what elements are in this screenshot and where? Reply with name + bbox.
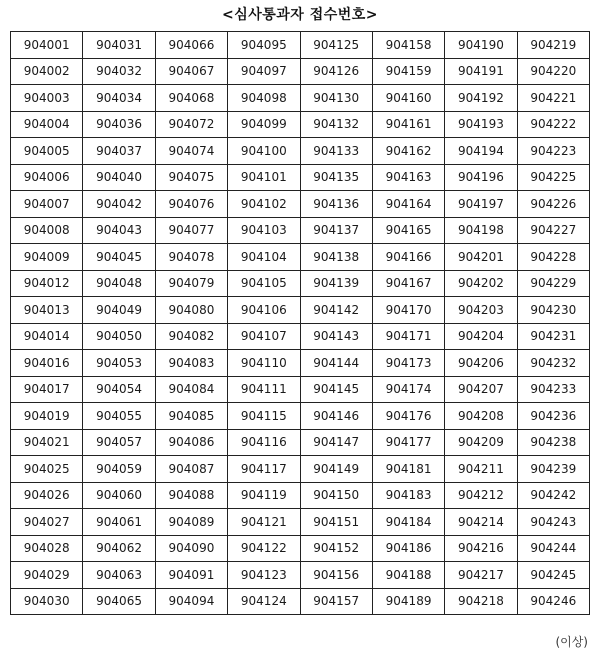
application-number-cell: 904242: [517, 482, 589, 509]
application-number-cell: 904243: [517, 509, 589, 536]
application-number-cell: 904203: [445, 297, 517, 324]
application-number-cell: 904170: [372, 297, 444, 324]
application-number-cell: 904156: [300, 562, 372, 589]
application-number-cell: 904220: [517, 58, 589, 85]
application-number-cell: 904094: [155, 588, 227, 615]
application-number-cell: 904222: [517, 111, 589, 138]
application-number-cell: 904104: [228, 244, 300, 271]
application-number-cell: 904133: [300, 138, 372, 165]
table-row: [11, 535, 590, 562]
application-number-cell: 904239: [517, 456, 589, 483]
application-number-cell: 904076: [155, 191, 227, 218]
application-number-cell: 904003: [11, 85, 83, 112]
application-number-cell: 904005: [11, 138, 83, 165]
application-number-cell: 904196: [445, 164, 517, 191]
application-number-cell: 904012: [11, 270, 83, 297]
table-row: [11, 350, 590, 377]
application-number-cell: 904136: [300, 191, 372, 218]
application-number-cell: 904161: [372, 111, 444, 138]
application-number-cell: 904138: [300, 244, 372, 271]
application-number-cell: 904072: [155, 111, 227, 138]
application-number-cell: 904078: [155, 244, 227, 271]
application-number-cell: 904123: [228, 562, 300, 589]
application-number-cell: 904145: [300, 376, 372, 403]
application-number-cell: 904099: [228, 111, 300, 138]
application-number-cell: 904008: [11, 217, 83, 244]
application-number-cell: 904201: [445, 244, 517, 271]
table-row: [11, 270, 590, 297]
application-number-cell: 904085: [155, 403, 227, 430]
application-number-cell: 904177: [372, 429, 444, 456]
table-row: [11, 323, 590, 350]
application-number-cell: 904137: [300, 217, 372, 244]
application-number-cell: 904190: [445, 32, 517, 59]
application-number-cell: 904045: [83, 244, 155, 271]
application-number-cell: 904082: [155, 323, 227, 350]
end-note: (이상): [555, 635, 588, 649]
application-number-cell: 904225: [517, 164, 589, 191]
application-number-cell: 904227: [517, 217, 589, 244]
application-number-cell: 904042: [83, 191, 155, 218]
application-number-cell: 904238: [517, 429, 589, 456]
application-number-cell: 904097: [228, 58, 300, 85]
application-number-cell: 904059: [83, 456, 155, 483]
application-number-cell: 904229: [517, 270, 589, 297]
application-number-cell: 904080: [155, 297, 227, 324]
application-number-cell: 904063: [83, 562, 155, 589]
application-number-cell: 904098: [228, 85, 300, 112]
application-number-cell: 904230: [517, 297, 589, 324]
application-number-cell: 904067: [155, 58, 227, 85]
table-row: [11, 482, 590, 509]
table-row: [11, 244, 590, 271]
application-number-cell: 904198: [445, 217, 517, 244]
application-number-cell: 904102: [228, 191, 300, 218]
application-number-cell: 904214: [445, 509, 517, 536]
application-number-cell: 904151: [300, 509, 372, 536]
application-number-cell: 904208: [445, 403, 517, 430]
application-number-cell: 904036: [83, 111, 155, 138]
application-number-cell: 904223: [517, 138, 589, 165]
application-number-cell: 904084: [155, 376, 227, 403]
application-number-cell: 904053: [83, 350, 155, 377]
application-number-cell: 904021: [11, 429, 83, 456]
application-number-cell: 904163: [372, 164, 444, 191]
application-number-cell: 904121: [228, 509, 300, 536]
application-number-cell: 904188: [372, 562, 444, 589]
application-number-cell: 904236: [517, 403, 589, 430]
application-number-cell: 904007: [11, 191, 83, 218]
application-number-cell: 904006: [11, 164, 83, 191]
application-number-cell: 904191: [445, 58, 517, 85]
application-number-cell: 904150: [300, 482, 372, 509]
application-number-cell: 904132: [300, 111, 372, 138]
application-number-cell: 904197: [445, 191, 517, 218]
application-number-cell: 904160: [372, 85, 444, 112]
application-number-cell: 904068: [155, 85, 227, 112]
application-number-cell: 904192: [445, 85, 517, 112]
table-row: [11, 403, 590, 430]
application-number-cell: 904143: [300, 323, 372, 350]
application-number-cell: 904158: [372, 32, 444, 59]
application-number-cell: 904054: [83, 376, 155, 403]
application-number-cell: 904040: [83, 164, 155, 191]
application-number-cell: 904218: [445, 588, 517, 615]
application-number-cell: 904212: [445, 482, 517, 509]
application-number-cell: 904216: [445, 535, 517, 562]
application-number-cell: 904119: [228, 482, 300, 509]
application-number-cell: 904193: [445, 111, 517, 138]
application-number-cell: 904157: [300, 588, 372, 615]
table-row: [11, 111, 590, 138]
application-number-cell: 904171: [372, 323, 444, 350]
application-number-cell: 904032: [83, 58, 155, 85]
application-number-cell: 904228: [517, 244, 589, 271]
table-row: [11, 138, 590, 165]
page-title: <심사통과자 접수번호>: [221, 7, 379, 23]
application-number-cell: 904232: [517, 350, 589, 377]
application-number-cell: 904079: [155, 270, 227, 297]
application-number-cell: 904049: [83, 297, 155, 324]
application-number-cell: 904176: [372, 403, 444, 430]
application-number-cell: 904009: [11, 244, 83, 271]
application-number-cell: 904019: [11, 403, 83, 430]
application-number-cell: 904142: [300, 297, 372, 324]
application-number-cell: 904207: [445, 376, 517, 403]
table-row: [11, 191, 590, 218]
application-number-cell: 904100: [228, 138, 300, 165]
application-number-cell: 904146: [300, 403, 372, 430]
application-number-cell: 904194: [445, 138, 517, 165]
application-number-cell: 904167: [372, 270, 444, 297]
application-number-cell: 904031: [83, 32, 155, 59]
application-number-cell: 904091: [155, 562, 227, 589]
application-number-cell: 904115: [228, 403, 300, 430]
application-number-cell: 904124: [228, 588, 300, 615]
application-number-cell: 904211: [445, 456, 517, 483]
application-number-cell: 904139: [300, 270, 372, 297]
application-number-cell: 904226: [517, 191, 589, 218]
application-number-cell: 904130: [300, 85, 372, 112]
application-number-cell: 904244: [517, 535, 589, 562]
table-row: [11, 588, 590, 615]
application-number-cell: 904233: [517, 376, 589, 403]
application-number-cell: 904050: [83, 323, 155, 350]
table-row: [11, 32, 590, 59]
application-number-cell: 904135: [300, 164, 372, 191]
application-number-cell: 904027: [11, 509, 83, 536]
application-number-cell: 904101: [228, 164, 300, 191]
application-number-cell: 904066: [155, 32, 227, 59]
application-number-cell: 904152: [300, 535, 372, 562]
application-number-cell: 904181: [372, 456, 444, 483]
application-number-cell: 904013: [11, 297, 83, 324]
table-row: [11, 164, 590, 191]
application-number-cell: 904221: [517, 85, 589, 112]
application-number-cell: 904162: [372, 138, 444, 165]
application-number-cell: 904055: [83, 403, 155, 430]
application-number-cell: 904057: [83, 429, 155, 456]
application-number-cell: 904065: [83, 588, 155, 615]
application-number-cell: 904026: [11, 482, 83, 509]
application-number-cell: 904126: [300, 58, 372, 85]
application-number-cell: 904034: [83, 85, 155, 112]
table-row: [11, 456, 590, 483]
application-number-cell: 904060: [83, 482, 155, 509]
application-number-cell: 904204: [445, 323, 517, 350]
application-number-cell: 904183: [372, 482, 444, 509]
application-number-cell: 904164: [372, 191, 444, 218]
application-number-cell: 904149: [300, 456, 372, 483]
application-number-cell: 904087: [155, 456, 227, 483]
application-number-cell: 904028: [11, 535, 83, 562]
application-number-cell: 904206: [445, 350, 517, 377]
application-number-cell: 904025: [11, 456, 83, 483]
application-number-cell: 904074: [155, 138, 227, 165]
application-number-cell: 904086: [155, 429, 227, 456]
application-number-cell: 904090: [155, 535, 227, 562]
application-number-cell: 904147: [300, 429, 372, 456]
application-number-cell: 904166: [372, 244, 444, 271]
application-number-cell: 904202: [445, 270, 517, 297]
table-row: [11, 376, 590, 403]
application-number-cell: 904106: [228, 297, 300, 324]
application-number-cell: 904075: [155, 164, 227, 191]
application-number-cell: 904048: [83, 270, 155, 297]
application-number-cell: 904016: [11, 350, 83, 377]
application-number-cell: 904095: [228, 32, 300, 59]
application-number-cell: 904144: [300, 350, 372, 377]
table-row: [11, 297, 590, 324]
application-number-cell: 904111: [228, 376, 300, 403]
application-number-cell: 904110: [228, 350, 300, 377]
application-number-cell: 904014: [11, 323, 83, 350]
application-number-cell: 904017: [11, 376, 83, 403]
table-row: [11, 58, 590, 85]
application-number-cell: 904001: [11, 32, 83, 59]
application-number-cell: 904219: [517, 32, 589, 59]
application-number-cell: 904107: [228, 323, 300, 350]
application-number-cell: 904122: [228, 535, 300, 562]
table-row: [11, 509, 590, 536]
application-number-cell: 904209: [445, 429, 517, 456]
application-number-table: [10, 31, 590, 615]
application-number-cell: 904061: [83, 509, 155, 536]
application-number-cell: 904245: [517, 562, 589, 589]
application-number-cell: 904004: [11, 111, 83, 138]
application-number-cell: 904088: [155, 482, 227, 509]
table-row: [11, 429, 590, 456]
application-number-cell: 904173: [372, 350, 444, 377]
application-number-cell: 904062: [83, 535, 155, 562]
application-number-cell: 904037: [83, 138, 155, 165]
application-number-cell: 904246: [517, 588, 589, 615]
application-number-cell: 904186: [372, 535, 444, 562]
application-number-cell: 904030: [11, 588, 83, 615]
table-row: [11, 217, 590, 244]
application-number-cell: 904184: [372, 509, 444, 536]
application-number-cell: 904159: [372, 58, 444, 85]
application-number-cell: 904105: [228, 270, 300, 297]
table-body: [11, 32, 590, 615]
application-number-cell: 904103: [228, 217, 300, 244]
application-number-cell: 904189: [372, 588, 444, 615]
application-number-cell: 904002: [11, 58, 83, 85]
application-number-cell: 904083: [155, 350, 227, 377]
application-number-cell: 904029: [11, 562, 83, 589]
table-row: [11, 562, 590, 589]
application-number-cell: 904125: [300, 32, 372, 59]
application-number-cell: 904174: [372, 376, 444, 403]
application-number-cell: 904089: [155, 509, 227, 536]
application-number-cell: 904165: [372, 217, 444, 244]
application-number-cell: 904043: [83, 217, 155, 244]
application-number-cell: 904077: [155, 217, 227, 244]
application-number-cell: 904231: [517, 323, 589, 350]
application-number-cell: 904116: [228, 429, 300, 456]
table-row: [11, 85, 590, 112]
application-number-cell: 904117: [228, 456, 300, 483]
application-number-cell: 904217: [445, 562, 517, 589]
